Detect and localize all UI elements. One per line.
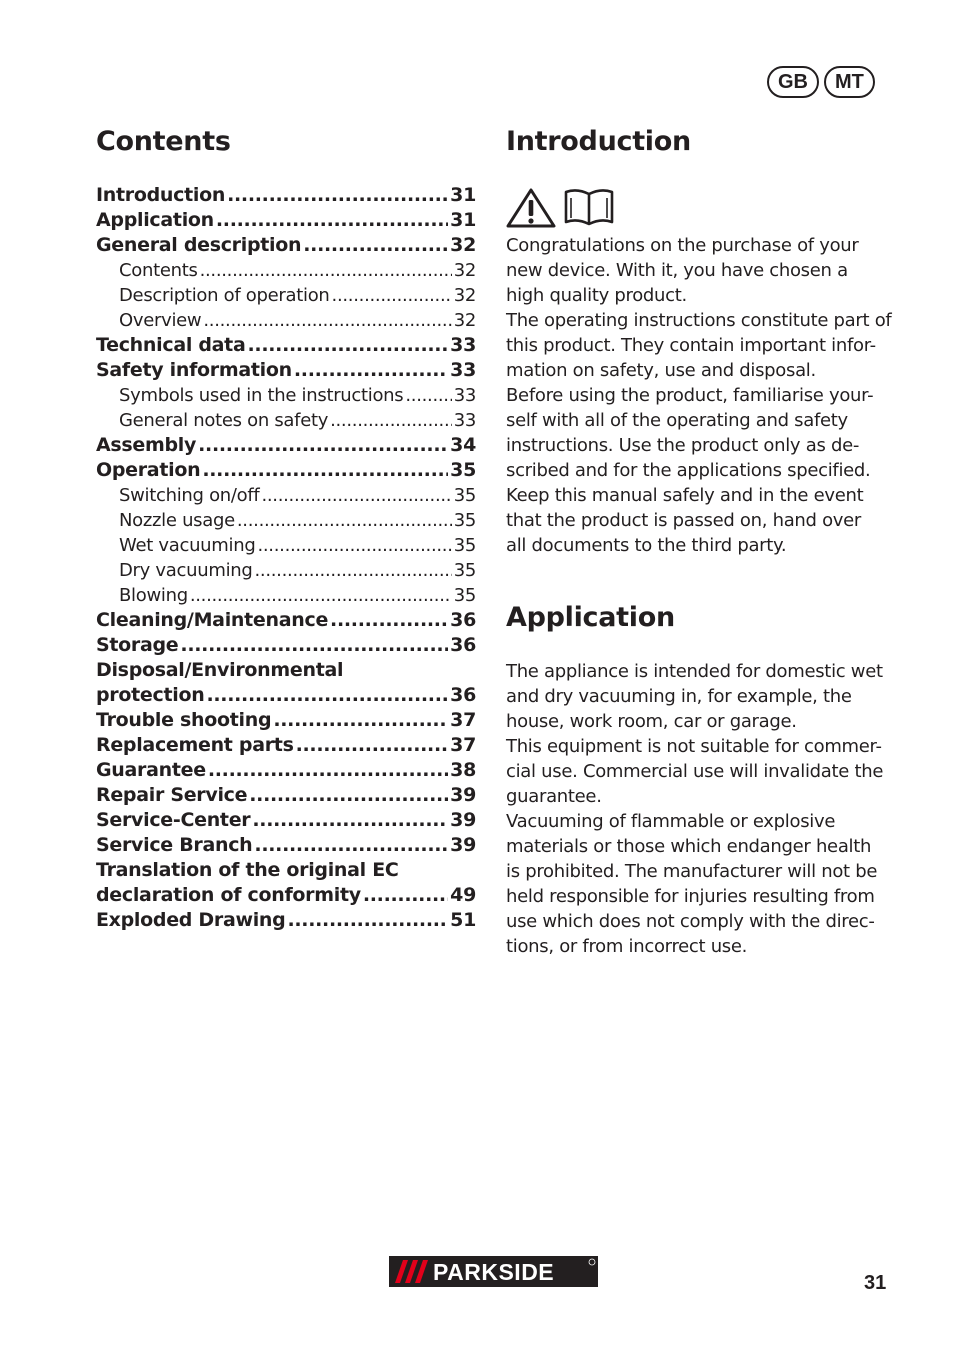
toc-entry-page: 35 (453, 485, 476, 506)
toc-entry-page: 36 (450, 609, 476, 631)
toc-entry-label: Wet vacuuming (119, 535, 256, 556)
toc-entry (96, 408, 476, 433)
toc-entry-label: Exploded Drawing (96, 909, 286, 931)
application-line: cial use. Commercial use will invalidate the (506, 761, 884, 782)
toc-leader-dots (190, 583, 452, 608)
toc-entry-page: 37 (450, 734, 476, 756)
toc-entry-page: 35 (453, 585, 476, 606)
page-number: 31 (864, 1272, 887, 1294)
introduction-line: new device. With it, you have chosen a (506, 260, 848, 281)
introduction-line: Keep this manual safely and in the event (506, 485, 864, 506)
application-line: house, work room, car or garage. (506, 711, 797, 732)
application-line: materials or those which endanger health (506, 836, 872, 857)
toc-entry-page: 35 (453, 535, 476, 556)
toc-entry-label: Operation (96, 459, 201, 481)
lang-badge-mt: MT (824, 66, 875, 98)
toc-entry-page: 39 (450, 784, 476, 806)
application-text (506, 659, 896, 959)
toc-entry-label: Cleaning/Maintenance (96, 609, 329, 631)
toc-leader-dots (203, 308, 451, 333)
table-of-contents (96, 183, 476, 933)
toc-leader-dots (254, 833, 448, 858)
toc-entry-page: 33 (450, 334, 476, 356)
toc-entry (96, 358, 476, 383)
toc-entry (96, 233, 476, 258)
toc-entry-label: Dry vacuuming (119, 560, 253, 581)
toc-entry-label: Blowing (119, 585, 188, 606)
toc-leader-dots (332, 283, 452, 308)
introduction-line: this product. They contain important infor- (506, 335, 876, 356)
toc-leader-dots (296, 733, 449, 758)
toc-entry-label: Replacement parts (96, 734, 294, 756)
toc-leader-dots (294, 358, 448, 383)
application-line: The appliance is intended for domestic wet (506, 661, 883, 682)
toc-entry-label: Translation of the original EC (96, 859, 399, 881)
toc-entry-label: Introduction (96, 184, 226, 206)
toc-entry-page: 36 (450, 634, 476, 656)
toc-entry-label: Overview (119, 310, 202, 331)
toc-entry-page: 39 (450, 834, 476, 856)
toc-entry (96, 508, 476, 533)
toc-leader-dots (255, 558, 452, 583)
toc-entry (96, 558, 476, 583)
toc-leader-dots (252, 808, 448, 833)
toc-entry (96, 608, 476, 633)
toc-entry-label: Switching on/off (119, 485, 260, 506)
toc-leader-dots (216, 208, 448, 233)
language-badges (767, 66, 875, 98)
toc-entry-label: Guarantee (96, 759, 206, 781)
lang-badge-gb: GB (767, 66, 819, 98)
introduction-line: that the product is passed on, hand over (506, 510, 862, 531)
toc-entry-label: Assembly (96, 434, 197, 456)
toc-leader-dots (227, 183, 448, 208)
application-line: and dry vacuuming in, for example, the (506, 686, 852, 707)
toc-entry (96, 733, 476, 758)
toc-entry (96, 683, 476, 708)
toc-entry (96, 283, 476, 308)
toc-entry-label: General notes on safety (119, 410, 329, 431)
toc-leader-dots (303, 233, 448, 258)
toc-entry-page: 31 (450, 184, 476, 206)
toc-leader-dots (273, 708, 448, 733)
application-line: guarantee. (506, 786, 602, 807)
contents-title: Contents (96, 126, 231, 157)
toc-leader-dots (287, 908, 448, 933)
toc-entry (96, 858, 476, 883)
toc-entry (96, 458, 476, 483)
brand-text: PARKSIDE (433, 1259, 555, 1285)
toc-entry (96, 708, 476, 733)
toc-leader-dots (257, 533, 451, 558)
application-line: is prohibited. The manufacturer will not be (506, 861, 878, 882)
toc-entry-page: 36 (450, 684, 476, 706)
toc-entry (96, 633, 476, 658)
application-line: tions, or from incorrect use. (506, 936, 748, 957)
toc-entry-page: 33 (453, 385, 476, 406)
toc-leader-dots (200, 258, 452, 283)
toc-entry-label: Service Branch (96, 834, 253, 856)
introduction-line: high quality product. (506, 285, 687, 306)
toc-entry-page: 35 (453, 510, 476, 531)
toc-entry-page: 35 (450, 459, 476, 481)
toc-entry (96, 783, 476, 808)
toc-leader-dots (330, 408, 452, 433)
toc-entry-label: Safety information (96, 359, 292, 381)
application-line: This equipment is not suitable for commer- (506, 736, 882, 757)
toc-leader-dots (198, 433, 448, 458)
introduction-line: Congratulations on the purchase of your (506, 235, 859, 256)
toc-entry-label: Repair Service (96, 784, 248, 806)
introduction-line: instructions. Use the product only as de- (506, 435, 860, 456)
toc-entry-page: 49 (450, 884, 476, 906)
toc-entry-label: Service-Center (96, 809, 251, 831)
toc-entry (96, 833, 476, 858)
toc-entry-page: 32 (450, 234, 476, 256)
toc-entry-label: declaration of conformity (96, 884, 361, 906)
toc-entry-label: Description of operation (119, 285, 330, 306)
introduction-line: The operating instructions constitute part of (506, 310, 892, 331)
introduction-text (506, 233, 896, 558)
introduction-line: mation on safety, use and disposal. (506, 360, 816, 381)
toc-entry (96, 258, 476, 283)
toc-leader-dots (206, 683, 448, 708)
application-title: Application (506, 602, 675, 633)
toc-entry-label: Symbols used in the instructions (119, 385, 404, 406)
toc-leader-dots (261, 483, 451, 508)
toc-leader-dots (363, 883, 448, 908)
toc-entry-label: protection (96, 684, 205, 706)
application-line: use which does not comply with the direc- (506, 911, 875, 932)
toc-entry-page: 32 (453, 260, 476, 281)
toc-entry-page: 34 (450, 434, 476, 456)
introduction-line: all documents to the third party. (506, 535, 787, 556)
toc-entry-label: Trouble shooting (96, 709, 272, 731)
parkside-logo (389, 1256, 598, 1287)
toc-entry-page: 39 (450, 809, 476, 831)
toc-entry-label: Application (96, 209, 214, 231)
toc-leader-dots (202, 458, 448, 483)
application-line: held responsible for injuries resulting from (506, 886, 875, 907)
toc-entry-page: 35 (453, 560, 476, 581)
read-manual-book-icon (562, 188, 616, 228)
toc-leader-dots (330, 608, 448, 633)
toc-entry-label: Nozzle usage (119, 510, 235, 531)
toc-entry (96, 908, 476, 933)
application-line: Vacuuming of flammable or explosive (506, 811, 836, 832)
toc-leader-dots (237, 508, 452, 533)
toc-entry-label: Contents (119, 260, 198, 281)
toc-entry (96, 483, 476, 508)
toc-leader-dots (249, 783, 448, 808)
toc-entry-page: 37 (450, 709, 476, 731)
warning-triangle-icon (506, 188, 556, 228)
toc-entry (96, 308, 476, 333)
toc-leader-dots (248, 333, 449, 358)
introduction-line: Before using the product, familiarise your- (506, 385, 874, 406)
toc-entry (96, 808, 476, 833)
toc-leader-dots (405, 383, 451, 408)
toc-entry-page: 33 (453, 410, 476, 431)
toc-entry (96, 208, 476, 233)
toc-entry-page: 51 (450, 909, 476, 931)
toc-entry (96, 533, 476, 558)
introduction-title: Introduction (506, 126, 691, 157)
toc-entry-page: 33 (450, 359, 476, 381)
toc-entry (96, 183, 476, 208)
toc-entry-page: 38 (450, 759, 476, 781)
toc-entry (96, 433, 476, 458)
toc-entry (96, 758, 476, 783)
toc-entry-label: General description (96, 234, 302, 256)
toc-entry-label: Storage (96, 634, 179, 656)
toc-entry-page: 31 (450, 209, 476, 231)
toc-entry (96, 658, 476, 683)
introduction-line: scribed and for the applications specified. (506, 460, 871, 481)
toc-entry-label: Disposal/Environmental (96, 659, 344, 681)
toc-leader-dots (208, 758, 448, 783)
safety-icons (506, 188, 616, 228)
toc-entry (96, 333, 476, 358)
toc-entry (96, 383, 476, 408)
introduction-line: self with all of the operating and safety (506, 410, 848, 431)
toc-entry (96, 583, 476, 608)
toc-entry-label: Technical data (96, 334, 246, 356)
toc-entry-page: 32 (453, 310, 476, 331)
toc-leader-dots (180, 633, 448, 658)
toc-entry (96, 883, 476, 908)
toc-entry-page: 32 (453, 285, 476, 306)
